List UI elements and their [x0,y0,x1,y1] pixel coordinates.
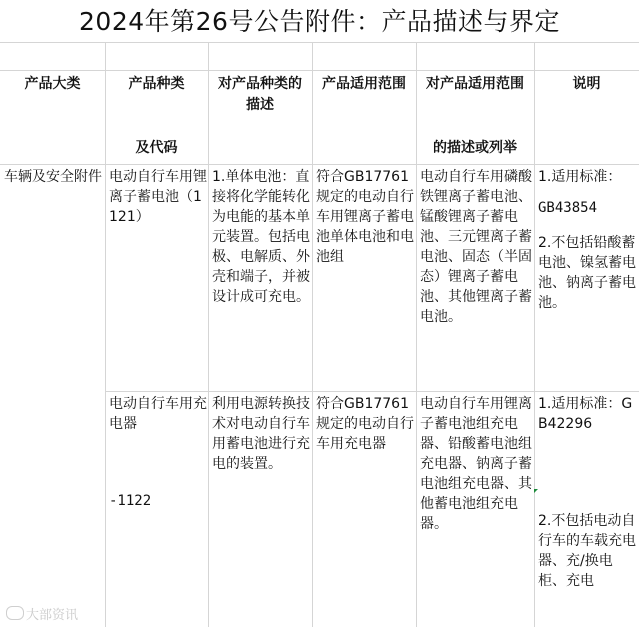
cell-scope-battery: 符合GB17761规定的电动自行车用锂离子蓄电池单体电池和电池组 [316,169,414,265]
cell-note-exclusions-battery: 2.不包括铅酸蓄电池、镍氢蓄电池、钠离子蓄电池。 [538,235,636,311]
grid-line-col5 [534,42,535,627]
grid-line-header-bottom [0,164,639,165]
header-kind-description: 对产品种类的描述 [218,76,302,113]
header-product-kind: 产品种类 [128,76,185,92]
cell-kind-battery: 电动自行车用锂离子蓄电池（1121） [109,169,207,225]
header-product-category: 产品大类 [24,76,81,92]
watermark-logo-icon [6,606,24,620]
cell-kind-charger: 电动自行车用充电器 [109,396,207,432]
header-scope-description: 对产品适用范围 [426,76,524,92]
cell-note-standard-charger: 1.适用标准：GB42296 [538,396,633,432]
page-title: 2024年第26号公告附件：产品描述与界定 [79,7,560,36]
cell-kind-description-charger: 利用电源转换技术对电动自行车用蓄电池进行充电的装置。 [212,396,310,472]
cell-comment-flag-icon [534,489,538,493]
cell-scope-description-charger: 电动自行车用锂离子蓄电池组充电器、铅酸蓄电池组充电器、钠离子蓄电池组充电器、其他蓄电池组充电器。 [420,396,532,532]
header-product-kind-code: 及代码 [135,140,178,156]
grid-line-col2 [208,42,209,627]
cell-scope-description-battery: 电动自行车用磷酸铁锂离子蓄电池、锰酸锂离子蓄电池、三元锂离子蓄电池、固态（半固态）锂离子蓄电池、其他锂离子蓄电池。 [420,169,532,325]
cell-category: 车辆及安全附件 [4,169,102,185]
cell-note-exclusions-charger: 2.不包括电动自行车的车载充电器、充/换电柜、充电 [538,513,636,589]
grid-line-col3 [312,42,313,627]
cell-kind-charger-code: -1122 [109,493,152,509]
cell-kind-description-battery: 1.单体电池：直接将化学能转化为电能的基本单元装置。包括电极、电解质、外壳和端子，并被设计成可充电。 [212,169,310,305]
cell-note-standard-label: 1.适用标准： [538,169,622,185]
grid-line-col4 [416,42,417,627]
watermark-text: 大部资讯 [26,608,79,623]
header-notes: 说明 [572,76,601,92]
cell-scope-charger: 符合GB17761规定的电动自行车用充电器 [316,396,414,452]
cell-note-standard-code: GB43854 [538,200,598,216]
watermark [6,604,78,623]
grid-line-top [0,42,639,43]
header-product-scope: 产品适用范围 [322,76,406,92]
header-scope-list: 的描述或列举 [433,140,517,156]
grid-line-row1-bottom [105,391,639,392]
grid-line-empty-row [0,70,639,71]
grid-line-col1 [105,42,106,627]
